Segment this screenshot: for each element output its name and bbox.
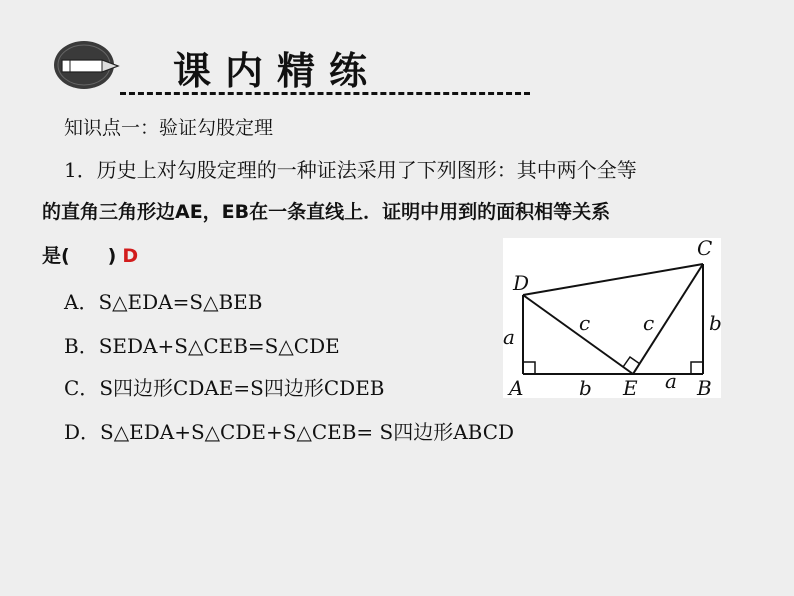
segment-de-label: c: [579, 311, 591, 335]
option-d-prefix: D．: [64, 420, 101, 444]
right-angle-b: [691, 362, 703, 374]
segment-ec-label: c: [643, 311, 655, 335]
option-b-text: SEDA+S△CEB=S△CDE: [98, 334, 340, 358]
option-c-prefix: C．: [64, 376, 100, 400]
right-angle-a: [523, 362, 535, 374]
option-d: [64, 420, 514, 444]
option-c-text: S四边形CDAE=S四边形CDEB: [99, 376, 385, 400]
option-b: [64, 334, 340, 358]
option-b-prefix: B．: [64, 334, 99, 358]
option-a: [64, 290, 262, 314]
pencil-badge-icon: [52, 38, 122, 92]
option-a-prefix: A．: [64, 290, 99, 314]
point-e-label: E: [623, 376, 638, 398]
segment-de: [523, 295, 633, 374]
header-divider: [120, 92, 530, 95]
option-a-text: S△EDA=S△BEB: [98, 290, 263, 314]
point-c-label: C: [697, 238, 713, 260]
segment-eb-label: a: [665, 369, 677, 393]
option-d-text: S△EDA+S△CDE+S△CEB= S四边形ABCD: [100, 420, 515, 444]
answer-text: D: [122, 245, 139, 267]
section-header-title: 课内精练: [173, 49, 382, 93]
segment-da-label: a: [503, 325, 515, 349]
segment-bc-label: b: [709, 311, 721, 335]
segment-ae-label: b: [579, 376, 592, 398]
question-line-2: 的直角三角形边AE，EB在一条直线上．证明中用到的面积相等关系: [42, 201, 611, 223]
question-blank: 是( ): [42, 245, 117, 267]
section-label: 知识点一：验证勾股定理: [64, 117, 274, 139]
trapezoid-figure: [503, 238, 721, 398]
option-c: [64, 376, 385, 400]
question-line-3: [42, 244, 138, 268]
point-a-label: A: [509, 376, 524, 398]
question-line-1: 1．历史上对勾股定理的一种证法采用了下列图形：其中两个全等: [64, 158, 637, 182]
point-b-label: B: [697, 376, 712, 398]
point-d-label: D: [513, 271, 530, 295]
segment-dc: [523, 264, 703, 295]
